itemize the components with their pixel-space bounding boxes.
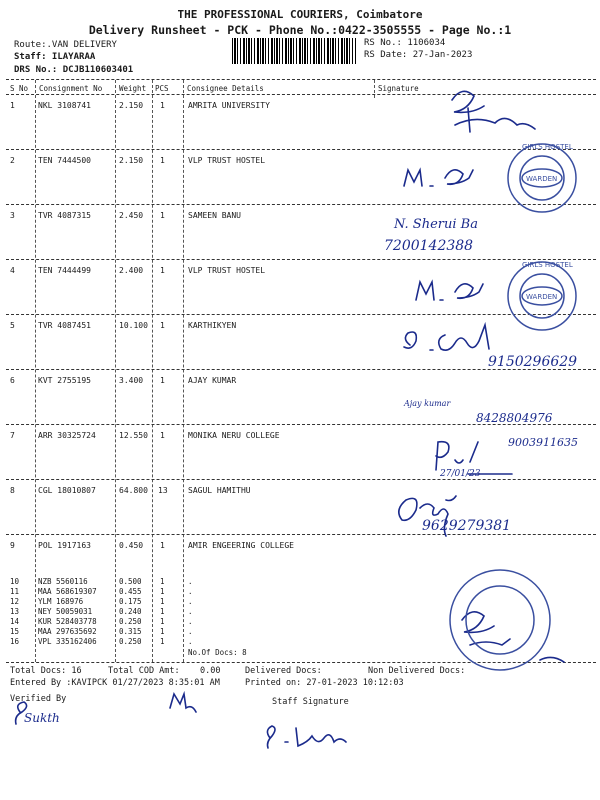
row-consignee: VLP TRUST HOSTEL (188, 156, 266, 165)
col-sno: S No (10, 84, 29, 93)
row-consignment: KVT 2755195 (38, 376, 91, 385)
row-sno: 3 (10, 211, 15, 220)
total-docs: Total Docs: 16 (10, 666, 82, 676)
handwritten-phone-row8: 9629279381 (422, 518, 512, 534)
row-consignee: SAMEEN BANU (188, 211, 241, 220)
staff-signature-label: Staff Signature (272, 697, 349, 707)
handwritten-phone-row5: 9150296629 (488, 354, 578, 370)
row-sno: 1 (10, 101, 15, 110)
list-item: 16 VPL 335162406 0.250 1 . (10, 637, 193, 646)
handwritten-name-row3: N. Sherui Ba (394, 217, 478, 232)
row-pcs: 1 (160, 101, 165, 110)
runsheet-subtitle: Delivery Runsheet - PCK - Phone No.:0422-3505555 - Page No.:1 (88, 23, 512, 37)
list-item: 12 YLM 168976 0.175 1 . (10, 597, 193, 606)
drs-number: DRS No.: DCJB110603401 (14, 65, 134, 75)
row-sno: 2 (10, 156, 15, 165)
row-consignment: TEN 7444500 (38, 156, 91, 165)
row-sno: 7 (10, 431, 15, 440)
route-label: Route:.VAN DELIVERY (14, 40, 117, 50)
row-weight: 2.400 (119, 266, 144, 275)
stamp-warden-2: WARDEN (526, 293, 558, 301)
row-consignment: NKL 3108741 (38, 101, 91, 110)
row-pcs: 1 (160, 321, 165, 330)
row-consignee: KARTHIKYEN (188, 321, 237, 330)
row-consignment: POL 1917163 (38, 541, 91, 550)
row-consignee: VLP TRUST HOSTEL (188, 266, 266, 275)
rs-date: RS Date: 27-Jan-2023 (364, 50, 473, 60)
row-pcs: 1 (160, 541, 165, 550)
row-consignment: TVR 4087315 (38, 211, 91, 220)
row-weight: 12.550 (119, 431, 148, 440)
signature-row5 (404, 325, 489, 350)
row-pcs: 1 (160, 211, 165, 220)
stamp-warden-1: WARDEN (526, 175, 558, 183)
printed-on: Printed on: 27-01-2023 10:12:03 (245, 678, 404, 688)
row-consignment: CGL 18010807 (38, 486, 96, 495)
col-consignee: Consignee Details (187, 84, 264, 93)
row-consignee: MONIKA NERU COLLEGE (188, 431, 280, 440)
list-item: 13 NEY 50059031 0.240 1 . (10, 607, 193, 616)
signature-row16 (462, 612, 564, 662)
staff-signature-ink (267, 726, 346, 748)
row-consignment: TEN 7444499 (38, 266, 91, 275)
list-item: 15 MAA 297635692 0.315 1 . (10, 627, 193, 636)
handwritten-phone-row6: 8428804976 (476, 411, 553, 425)
row-pcs: 13 (158, 486, 168, 495)
company-name: THE PROFESSIONAL COURIERS, Coimbatore (177, 8, 423, 21)
row-sno: 9 (10, 541, 15, 550)
row-sno: 4 (10, 266, 15, 275)
verified-signature: Sukth (24, 711, 60, 725)
row-sno: 8 (10, 486, 15, 495)
row-consignee: AJAY KUMAR (188, 376, 237, 385)
delivered-docs: Delivered Docs: (245, 666, 322, 676)
verified-by: Verified By (10, 694, 67, 704)
handwritten-phone-row7: 9003911635 (508, 436, 578, 449)
row-weight: 3.400 (119, 376, 144, 385)
row-pcs: 1 (160, 266, 165, 275)
handwritten-name-row6: Ajay kumar (404, 399, 451, 408)
row-pcs: 1 (160, 376, 165, 385)
row-weight: 2.150 (119, 101, 144, 110)
rs-number: RS No.: 1106034 (364, 38, 446, 48)
row-consignee: AMIR ENGEERING COLLEGE (188, 541, 294, 550)
row-pcs: 1 (160, 431, 165, 440)
col-weight: Weight (119, 84, 147, 93)
no-of-docs: No.Of Docs: 8 (188, 648, 247, 657)
row-consignee: SAGUL HAMITHU (188, 486, 251, 495)
row-consignment: ARR 30325724 (38, 431, 96, 440)
row-weight: 2.450 (119, 211, 144, 220)
entered-by: Entered By :KAVIPCK 01/27/2023 8:35:01 AM (10, 678, 220, 688)
row-weight: 0.450 (119, 541, 144, 550)
handwritten-date-row7: 27/01/23 (440, 469, 481, 479)
col-signature: Signature (378, 84, 419, 93)
total-cod-value: 0.00 (200, 666, 221, 676)
handwritten-phone-row3: 7200142388 (384, 238, 474, 254)
signature-row2 (404, 170, 473, 186)
row-weight: 2.150 (119, 156, 144, 165)
list-item: 10 NZB 5560116 0.500 1 . (10, 577, 193, 586)
row-consignment: TVR 4087451 (38, 321, 91, 330)
stamp-row16 (450, 570, 550, 670)
list-item: 11 MAA 568619307 0.455 1 . (10, 587, 193, 596)
stamp-hostel-1: GIRLS HOSTEL (522, 143, 573, 151)
signature-row1 (452, 91, 535, 132)
row-sno: 6 (10, 376, 15, 385)
row-consignee: AMRITA UNIVERSITY (188, 101, 270, 110)
signature-row4 (416, 282, 483, 300)
stamp-hostel-2: GIRLS HOSTEL (522, 261, 573, 269)
col-consignment: Consignment No (39, 84, 103, 93)
total-cod-label: Total COD Amt: (108, 666, 180, 676)
row-weight: 10.100 (119, 321, 148, 330)
row-pcs: 1 (160, 156, 165, 165)
non-delivered-docs: Non Delivered Docs: (368, 666, 466, 676)
row-sno: 5 (10, 321, 15, 330)
row-weight: 64.800 (119, 486, 148, 495)
col-pcs: PCS (155, 84, 169, 93)
list-item: 14 KUR 528403778 0.250 1 . (10, 617, 193, 626)
staff-label: Staff: ILAYARAA (14, 52, 96, 62)
